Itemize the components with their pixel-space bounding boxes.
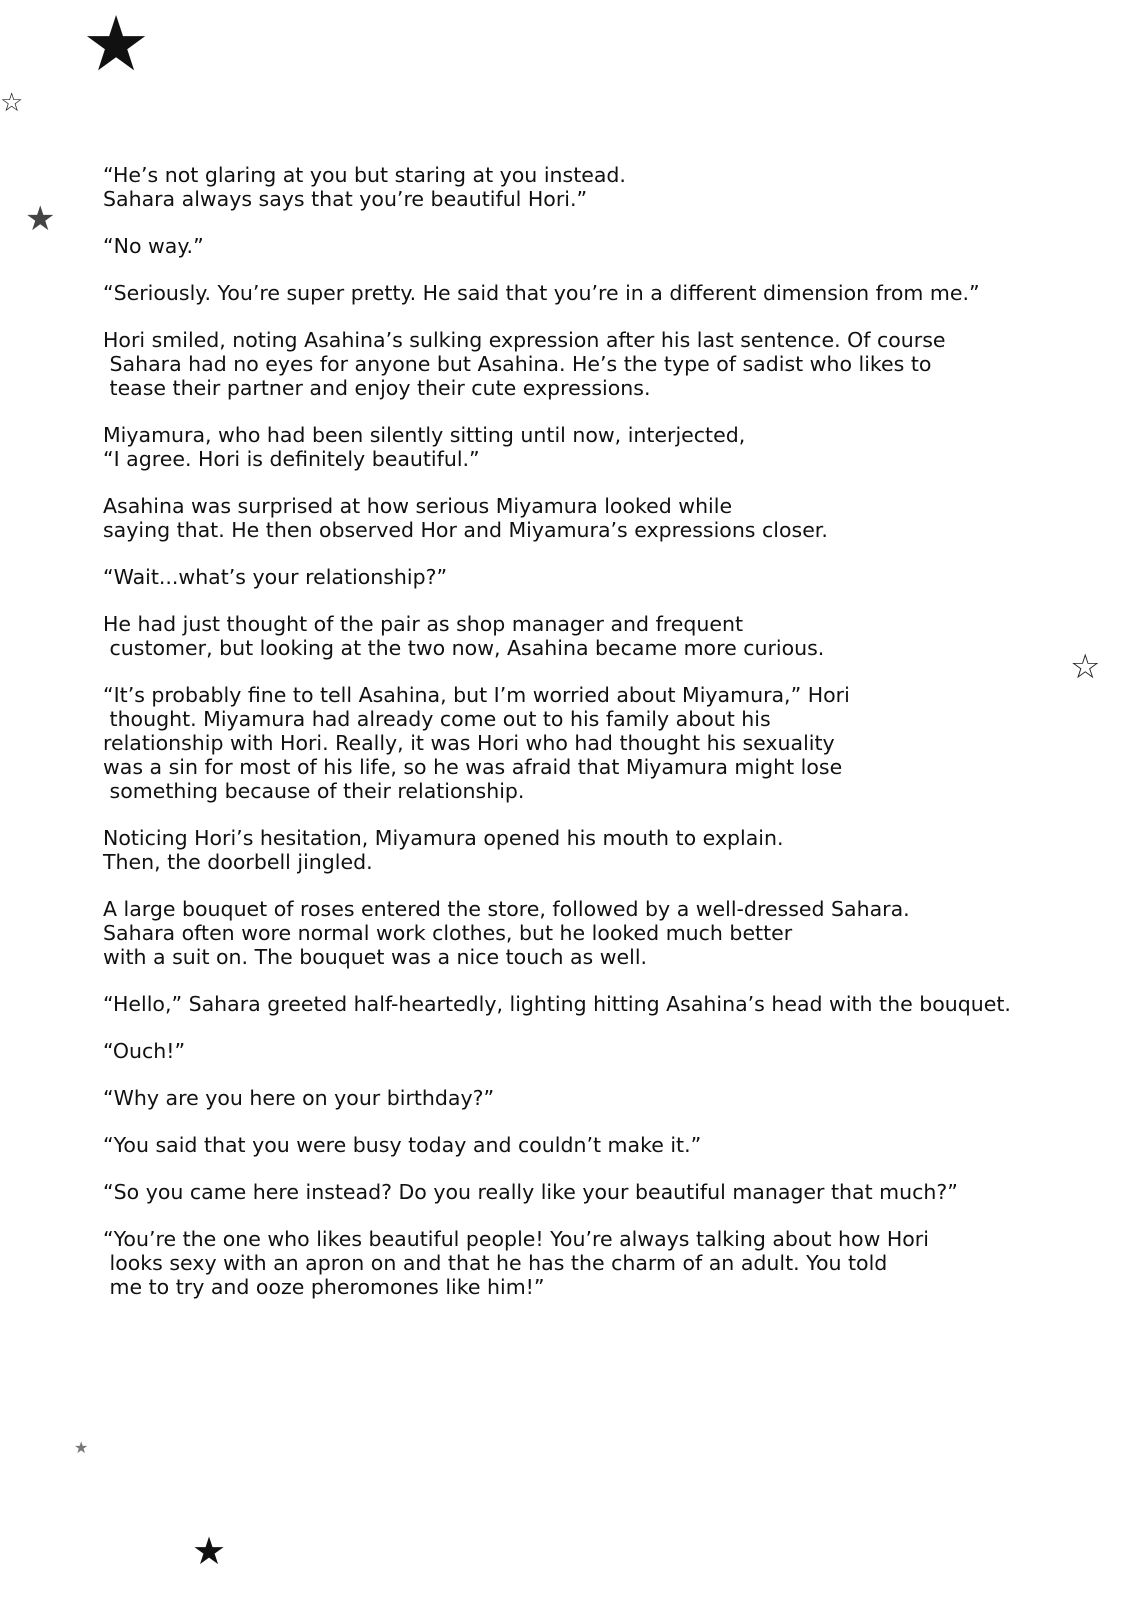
outline-star-icon: ☆ [1070,647,1101,687]
paragraph-11: A large bouquet of roses entered the store, followed by a well-dressed Sahara. Sahara often wore normal work clothes, but he looked much better with a suit on. The bouquet was a nice touch as well. [103,897,910,969]
black-star-icon: ★ [192,1529,227,1573]
paragraph-8: He had just thought of the pair as shop manager and frequent customer, but looking at the two now, Asahina became more curious. [103,612,825,660]
small-outline-star-icon: ☆ [0,88,24,118]
paragraph-6: Asahina was surprised at how serious Miyamura looked while saying that. He then observed Hor and Miyamura’s expressions closer. [103,494,828,542]
paragraph-14: “Why are you here on your birthday?” [103,1086,495,1110]
paragraph-5: Miyamura, who had been silently sitting until now, interjected, “I agree. Hori is definitely beautiful.” [103,423,746,471]
large-black-star-icon: ★ [82,0,151,88]
paragraph-3: “Seriously. You’re super pretty. He said that you’re in a different dimension from me.” [103,281,980,305]
paragraph-13: “Ouch!” [103,1039,186,1063]
paragraph-17: “You’re the one who likes beautiful people! You’re always talking about how Hori looks sexy with an apron on and that he has the charm of an adult. You told me to try and ooze pheromones like him!” [103,1227,929,1299]
paragraph-2: “No way.” [103,234,204,258]
paragraph-12: “Hello,” Sahara greeted half-heartedly, lighting hitting Asahina’s head with the bouquet. [103,992,1011,1016]
paragraph-9: “It’s probably fine to tell Asahina, but I’m worried about Miyamura,” Hori thought. Miyamura had already come out to his family about his relationship with Hori. Really, it was Hori who had thought his sexuality was a sin for most of his life, so he was afraid that Miyamura might lose something because of their relationship. [103,683,850,803]
paragraph-1: “He’s not glaring at you but staring at you instead. Sahara always says that you’re beautiful Hori.” [103,163,626,211]
paragraph-16: “So you came here instead? Do you really like your beautiful manager that much?” [103,1180,958,1204]
tiny-grey-star-icon: ★ [74,1438,89,1457]
story-text [103,163,1043,1322]
paragraph-15: “You said that you were busy today and couldn’t make it.” [103,1133,702,1157]
paragraph-7: “Wait...what’s your relationship?” [103,565,448,589]
paragraph-4: Hori smiled, noting Asahina’s sulking expression after his last sentence. Of course Sahara had no eyes for anyone but Asahina. He’s the type of sadist who likes to tease their partner and enjoy their cute expressions. [103,328,946,400]
medium-grey-star-icon: ★ [25,199,56,239]
paragraph-10: Noticing Hori’s hesitation, Miyamura opened his mouth to explain. Then, the doorbell jingled. [103,826,784,874]
